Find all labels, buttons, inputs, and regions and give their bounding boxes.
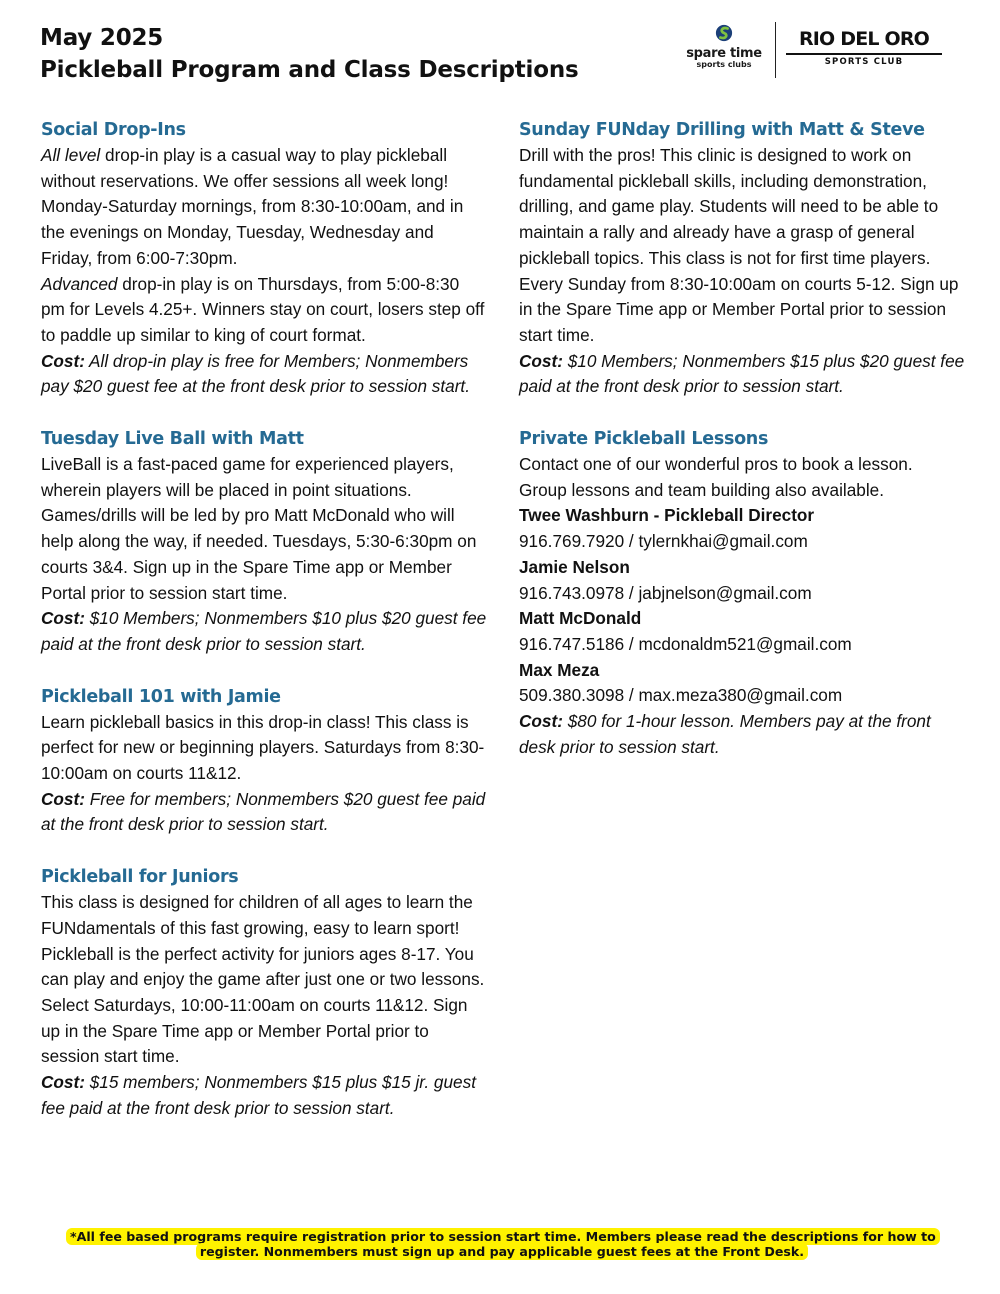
section-private-lessons (519, 426, 965, 760)
section-pickleball-101 (41, 684, 487, 839)
cost-line: Cost: All drop-in play is free for Members; Nonmembers pay $20 guest fee at the front desk prior to session start. (41, 350, 470, 397)
section-heading: Pickleball for Juniors (41, 867, 239, 888)
rio-del-oro-rule (786, 53, 942, 55)
logo-group (681, 22, 942, 78)
section-heading: Pickleball 101 with Jamie (41, 686, 281, 707)
pro-contact[interactable]: 509.380.3098 / max.meza380@gmail.com (519, 685, 843, 706)
section-body-advanced: Advanced drop-in play is on Thursdays, from 5:00-8:30 pm for Levels 4.25+. Winners stay on court, losers step off to paddle up similar to king of court format. (41, 273, 485, 345)
cost-line: Cost: $10 Members; Nonmembers $10 plus $20 guest fee paid at the front desk prior to session start. (41, 608, 487, 654)
cost-label: Cost: (519, 350, 563, 371)
pro-contact[interactable]: 916.747.5186 / mcdonaldm521@gmail.com (519, 633, 852, 654)
left-column (41, 117, 487, 1148)
rio-del-oro-logo (786, 22, 942, 68)
page-title (40, 22, 579, 86)
section-body: Drill with the pros! This clinic is designed to work on fundamental pickleball skills, including demonstration, drilling, and game play. Students will need to be able to maintain a rally and already have a grasp of general pickleball topics. This class is not for first time players. (519, 145, 939, 268)
pro-name: Matt McDonald (519, 608, 642, 629)
spare-time-name: spare time (686, 46, 762, 61)
cost-label: Cost: (41, 608, 85, 629)
title-subtitle: Pickleball Program and Class Descriptions (40, 57, 579, 83)
cost-label: Cost: (519, 711, 563, 732)
section-sunday-funday (519, 117, 965, 400)
section-heading: Tuesday Live Ball with Matt (41, 429, 304, 450)
spare-time-swirl-icon (715, 24, 733, 42)
footer-note (66, 1229, 938, 1259)
pro-contact[interactable]: 916.769.7920 / tylernkhai@gmail.com (519, 531, 808, 552)
title-month: May 2025 (40, 25, 164, 51)
cost-line: Cost: Free for members; Nonmembers $20 guest fee paid at the front desk prior to session start. (41, 788, 486, 835)
cost-label: Cost: (41, 1072, 85, 1093)
section-body: Learn pickleball basics in this drop-in class! This class is perfect for new or beginning players. Saturdays from 8:30-10:00am on courts 11&12. (41, 711, 485, 784)
pro-name: Jamie Nelson (519, 556, 630, 577)
section-schedule: Every Sunday from 8:30-10:00am on courts 5-12. Sign up in the Spare Time app or Member Portal prior to session start time. (519, 273, 959, 345)
pro-name: Twee Washburn - Pickleball Director (519, 505, 815, 526)
section-body: LiveBall is a fast-paced game for experienced players, wherein players will be placed in point situations. Games/drills will be led by pro Matt McDonald who will help along the way, if needed. Tuesdays, 5:30-6:30pm on courts 3&4. Sign up in the Spare Time app or Member Portal prior to session start time. (41, 454, 477, 603)
section-heading: Private Pickleball Lessons (519, 429, 769, 450)
cost-line: Cost: $80 for 1-hour lesson. Members pay at the front desk prior to session start. (519, 711, 931, 757)
rio-del-oro-sub: SPORTS CLUB (824, 57, 904, 67)
cost-label: Cost: (41, 350, 85, 371)
section-tuesday-live-ball (41, 426, 487, 658)
cost-line: Cost: $10 Members; Nonmembers $15 plus $20 guest fee paid at the front desk prior to session start. (519, 350, 965, 397)
logo-divider (775, 22, 776, 78)
pro-name: Max Meza (519, 659, 600, 680)
section-heading: Sunday FUNday Drilling with Matt & Steve (519, 120, 925, 140)
right-column (519, 117, 965, 786)
section-pickleball-juniors (41, 864, 487, 1121)
emphasis-all-level: All level (41, 145, 101, 165)
spare-time-sub: sports clubs (696, 60, 752, 69)
section-body: This class is designed for children of all ages to learn the FUNdamentals of this fast growing, easy to learn sport! Pickleball is the perfect activity for juniors ages 8-17. You can play and enjoy the game after just one or two lessons. Select Saturdays, 10:00-11:00am on courts 11&12. Sign up in the Spare Time app or Member Portal prior to session start time. (41, 892, 485, 1067)
emphasis-advanced: Advanced (41, 273, 118, 294)
rio-del-oro-name: RIO DEL ORO (798, 28, 930, 50)
footer-note-text: *All fee based programs require registration prior to session start time. Members please read the descriptions for how to register. Nonmembers must sign up and pay applicable guest fees at the Front Desk. (66, 1228, 940, 1260)
section-social-drop-ins (41, 117, 487, 400)
pro-contact[interactable]: 916.743.0978 / jabjnelson@gmail.com (519, 582, 812, 603)
section-heading: Social Drop-Ins (41, 120, 186, 140)
section-body: All level drop-in play is a casual way to play pickleball without reservations. We offer sessions all week long! Monday-Saturday mornings, from 8:30-10:00am, and in the evenings on Monday, Tuesday, Wednesday and Friday, from 6:00-7:30pm. (41, 145, 464, 268)
cost-label: Cost: (41, 788, 85, 809)
cost-line: Cost: $15 members; Nonmembers $15 plus $15 jr. guest fee paid at the front desk prior to session start. (41, 1072, 476, 1118)
section-body: Contact one of our wonderful pros to book a lesson. Group lessons and team building also available. (519, 454, 913, 500)
spare-time-logo (681, 22, 767, 69)
page-header (40, 22, 579, 86)
